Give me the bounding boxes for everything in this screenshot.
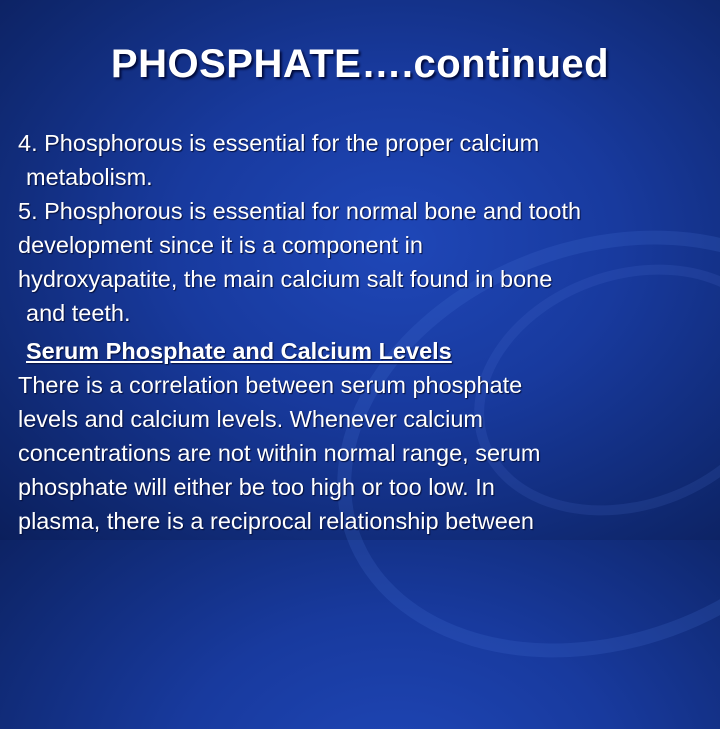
body-line: metabolism.	[26, 164, 153, 190]
paragraph-line: plasma, there is a reciprocal relationship between	[18, 508, 534, 534]
paragraph-line: levels and calcium levels. Whenever calcium	[18, 406, 483, 432]
body-line: development since it is a component in	[18, 232, 423, 258]
slide-body	[18, 126, 708, 538]
paragraph-line: There is a correlation between serum phosphate	[18, 372, 523, 398]
slide-title: PHOSPHATE….continued	[110, 42, 610, 86]
body-line: hydroxyapatite, the main calcium salt found in bone	[18, 266, 553, 292]
body-line: and teeth.	[26, 300, 131, 326]
paragraph-line: phosphate will either be too high or too low. In	[18, 474, 495, 500]
paragraph-line: concentrations are not within normal range, serum	[18, 440, 541, 466]
body-line: 4. Phosphorous is essential for the proper calcium	[18, 130, 540, 156]
body-line: 5. Phosphorous is essential for normal bone and tooth	[18, 198, 582, 224]
section-heading: Serum Phosphate and Calcium Levels	[26, 338, 452, 364]
